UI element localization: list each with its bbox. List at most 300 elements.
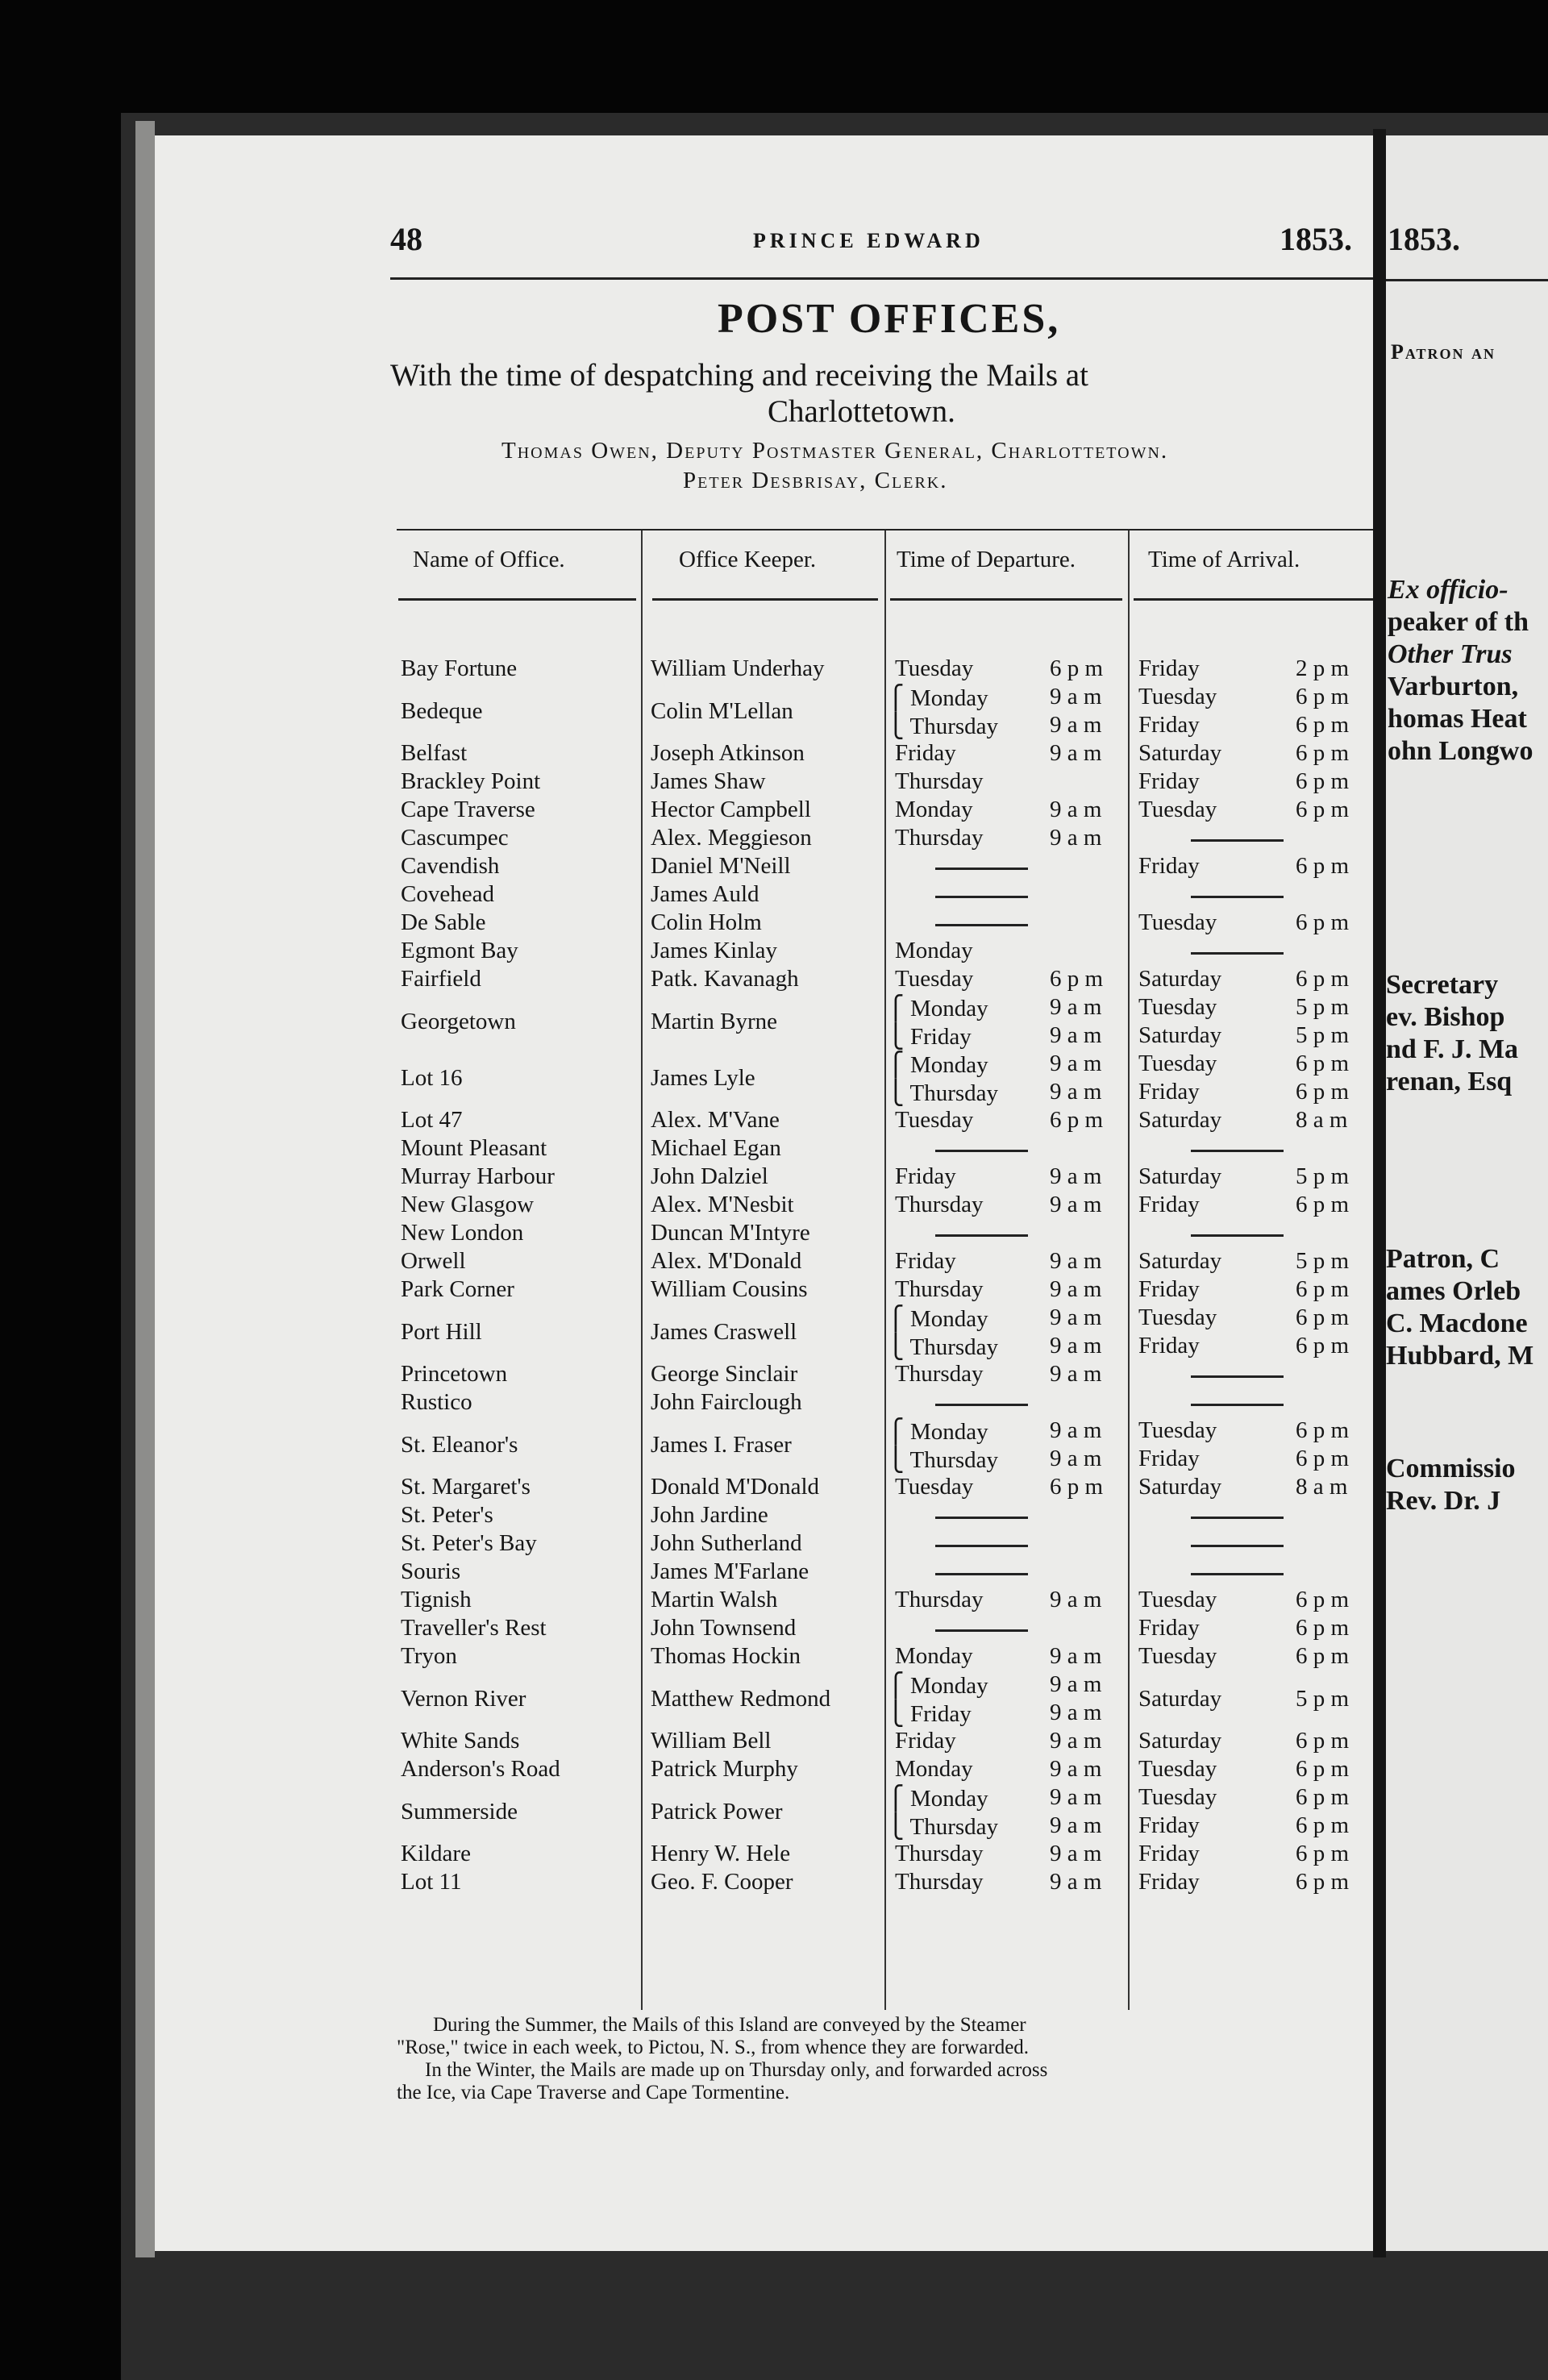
office-keeper: Duncan M'Intyre <box>651 1220 810 1246</box>
office-name: Covehead <box>401 881 494 907</box>
arrival-day: Friday <box>1138 1615 1200 1641</box>
table-row <box>155 851 1373 880</box>
office-name: Orwell <box>401 1248 466 1274</box>
arrival-day: Saturday <box>1138 1728 1222 1754</box>
departure-day: Friday <box>895 1163 956 1189</box>
arrival-day: Saturday <box>1138 1107 1222 1133</box>
arrival-day: Friday <box>1138 1446 1200 1471</box>
office-keeper: Hector Campbell <box>651 797 811 822</box>
footnote-line-3: In the Winter, the Mails are made up on Thursday only, and forwarded across <box>425 2059 1048 2081</box>
departure-time: 9 a m <box>1050 1784 1102 1810</box>
departure-day: Tuesday <box>895 1474 974 1500</box>
arrival-time: 6 p m <box>1296 1417 1350 1443</box>
departure-time: 9 a m <box>1050 1756 1102 1782</box>
departure-day: Friday <box>895 740 956 766</box>
page-edge <box>135 121 155 2257</box>
arrival-time: 8 a m <box>1296 1107 1348 1133</box>
arrival-day: Tuesday <box>1138 1784 1217 1810</box>
departure-dash <box>935 1517 1028 1519</box>
departure-day: Monday <box>895 938 973 963</box>
next-page-line: C. Macdone <box>1386 1309 1528 1338</box>
departure-day: ⎩ Friday <box>887 1701 972 1727</box>
departure-time: 9 a m <box>1050 994 1102 1020</box>
arrival-time: 6 p m <box>1296 1304 1350 1330</box>
office-keeper: William Underhay <box>651 655 825 681</box>
arrival-dash <box>1191 1375 1284 1378</box>
table-row <box>155 1275 1373 1303</box>
arrival-day: Friday <box>1138 1841 1200 1866</box>
departure-day: Thursday <box>895 1276 984 1302</box>
table-row <box>155 1754 1373 1783</box>
page-gutter <box>1373 129 1386 2257</box>
arrival-day: Saturday <box>1138 966 1222 992</box>
arrival-day: Tuesday <box>1138 797 1217 822</box>
office-name: Lot 16 <box>401 1064 463 1091</box>
arrival-day: Friday <box>1138 1812 1200 1838</box>
office-name: Kildare <box>401 1841 471 1866</box>
table-row <box>155 1500 1373 1529</box>
office-name: Bedeque <box>401 697 483 724</box>
arrival-day: Friday <box>1138 768 1200 794</box>
arrival-dash <box>1191 896 1284 898</box>
office-name: Cavendish <box>401 853 500 879</box>
office-keeper: Thomas Hockin <box>651 1643 801 1669</box>
arrival-time: 5 p m <box>1296 1685 1350 1712</box>
departure-time: 9 a m <box>1050 797 1102 822</box>
office-keeper: Alex. Meggieson <box>651 825 812 851</box>
table-row <box>155 1388 1373 1416</box>
office-name: St. Eleanor's <box>401 1431 518 1458</box>
table-row <box>155 1472 1373 1500</box>
next-page-line: Other Trus <box>1388 639 1513 669</box>
arrival-time: 6 p m <box>1296 1728 1350 1754</box>
departure-dash <box>935 1629 1028 1632</box>
office-name: De Sable <box>401 909 486 935</box>
arrival-time: 8 a m <box>1296 1474 1348 1500</box>
next-page-line: Secretary <box>1386 970 1499 1000</box>
office-keeper: James Shaw <box>651 768 766 794</box>
col-header-name: Name of Office. <box>413 547 565 572</box>
arrival-day: Tuesday <box>1138 994 1217 1020</box>
office-name: Fairfield <box>401 966 481 992</box>
departure-day: Tuesday <box>895 1107 974 1133</box>
office-name: Murray Harbour <box>401 1163 555 1189</box>
table-row <box>155 1162 1373 1190</box>
book-page <box>155 135 1373 2251</box>
next-page-line: homas Heat <box>1388 704 1527 734</box>
office-name: Belfast <box>401 740 468 766</box>
table-row <box>155 1726 1373 1754</box>
departure-time: 9 a m <box>1050 1417 1102 1443</box>
departure-dash <box>935 1545 1028 1547</box>
arrival-time: 6 p m <box>1296 1869 1350 1895</box>
departure-day: Tuesday <box>895 655 974 681</box>
arrival-time: 6 p m <box>1296 909 1350 935</box>
departure-time: 9 a m <box>1050 1333 1102 1359</box>
departure-time: 6 p m <box>1050 655 1104 681</box>
departure-day: ⎩ Friday <box>887 1024 972 1050</box>
departure-dash <box>935 868 1028 870</box>
departure-time: 9 a m <box>1050 1276 1102 1302</box>
header-rule <box>390 277 1373 280</box>
arrival-dash <box>1191 1150 1284 1152</box>
departure-time: 9 a m <box>1050 1051 1102 1076</box>
office-keeper: Donald M'Donald <box>651 1474 820 1500</box>
office-keeper: William Bell <box>651 1728 772 1754</box>
office-keeper: James Lyle <box>651 1064 755 1091</box>
arrival-day: Friday <box>1138 1276 1200 1302</box>
arrival-day: Saturday <box>1138 1685 1222 1712</box>
departure-time: 9 a m <box>1050 1700 1102 1725</box>
office-name: Bay Fortune <box>401 655 518 681</box>
table-row <box>155 1783 1373 1839</box>
office-keeper: Matthew Redmond <box>651 1685 831 1712</box>
departure-day: ⎩ Thursday <box>887 1447 999 1473</box>
next-page-line: nd F. J. Ma <box>1386 1034 1519 1064</box>
office-keeper: John Dalziel <box>651 1163 768 1189</box>
next-page-line: ev. Bishop <box>1386 1002 1505 1032</box>
table-row <box>155 682 1373 739</box>
arrival-day: Saturday <box>1138 1248 1222 1274</box>
table-row <box>155 964 1373 992</box>
table-row <box>155 1529 1373 1557</box>
departure-time: 9 a m <box>1050 1022 1102 1048</box>
departure-day: Thursday <box>895 825 984 851</box>
table-row <box>155 1359 1373 1388</box>
office-name: Port Hill <box>401 1318 482 1345</box>
table-row <box>155 1218 1373 1246</box>
col-rule-departure <box>890 598 1122 601</box>
office-keeper: John Jardine <box>651 1502 768 1528</box>
office-name: Princetown <box>401 1361 508 1387</box>
office-keeper: John Townsend <box>651 1615 797 1641</box>
arrival-time: 6 p m <box>1296 1643 1350 1669</box>
departure-day: Thursday <box>895 1587 984 1612</box>
next-page-line: renan, Esq <box>1386 1067 1513 1096</box>
table-row <box>155 908 1373 936</box>
table-row <box>155 1670 1373 1726</box>
departure-time: 9 a m <box>1050 1192 1102 1217</box>
office-keeper: James Craswell <box>651 1318 797 1345</box>
office-name: St. Peter's Bay <box>401 1530 537 1556</box>
table-row <box>155 936 1373 964</box>
footnote-line-4: the Ice, via Cape Traverse and Cape Tormentine. <box>397 2082 790 2103</box>
page-title: POST OFFICES, <box>718 296 1061 342</box>
arrival-day: Tuesday <box>1138 909 1217 935</box>
departure-time: 9 a m <box>1050 1587 1102 1612</box>
departure-day: ⎩ Thursday <box>887 1334 999 1360</box>
arrival-dash <box>1191 1234 1284 1237</box>
running-title: PRINCE EDWARD <box>753 229 984 252</box>
departure-day: Friday <box>895 1728 956 1754</box>
office-keeper: James M'Farlane <box>651 1558 809 1584</box>
departure-day: Monday <box>895 797 973 822</box>
departure-dash <box>935 896 1028 898</box>
arrival-day: Tuesday <box>1138 1417 1217 1443</box>
office-name: Summerside <box>401 1798 518 1825</box>
col-rule-keeper <box>652 598 878 601</box>
departure-day: ⎩ Thursday <box>887 714 999 739</box>
departure-day: Thursday <box>895 1841 984 1866</box>
arrival-time: 6 p m <box>1296 1784 1350 1810</box>
arrival-time: 5 p m <box>1296 1248 1350 1274</box>
office-keeper: James Auld <box>651 881 759 907</box>
arrival-day: Tuesday <box>1138 1051 1217 1076</box>
next-page-rule <box>1386 279 1548 281</box>
arrival-day: Tuesday <box>1138 1587 1217 1612</box>
arrival-time: 5 p m <box>1296 1163 1350 1189</box>
arrival-day: Friday <box>1138 1869 1200 1895</box>
departure-day: Thursday <box>895 1869 984 1895</box>
office-name: St. Margaret's <box>401 1474 531 1500</box>
departure-dash <box>935 1573 1028 1575</box>
arrival-time: 6 p m <box>1296 1841 1350 1866</box>
office-keeper: John Sutherland <box>651 1530 802 1556</box>
office-keeper: Henry W. Hele <box>651 1841 791 1866</box>
arrival-day: Tuesday <box>1138 1304 1217 1330</box>
next-page-header: Patron an <box>1391 340 1496 364</box>
departure-day: Tuesday <box>895 966 974 992</box>
departure-time: 9 a m <box>1050 1841 1102 1866</box>
next-page-line: Rev. Dr. J <box>1386 1486 1501 1516</box>
departure-time: 9 a m <box>1050 1163 1102 1189</box>
departure-time: 9 a m <box>1050 1671 1102 1697</box>
table-row <box>155 1190 1373 1218</box>
table-row <box>155 1613 1373 1641</box>
departure-time: 9 a m <box>1050 1361 1102 1387</box>
arrival-time: 6 p m <box>1296 853 1350 879</box>
office-name: Rustico <box>401 1389 472 1415</box>
arrival-day: Saturday <box>1138 1163 1222 1189</box>
col-rule-name <box>398 598 636 601</box>
departure-time: 9 a m <box>1050 740 1102 766</box>
arrival-time: 6 p m <box>1296 740 1350 766</box>
table-row <box>155 1557 1373 1585</box>
arrival-time: 6 p m <box>1296 1756 1350 1782</box>
departure-day: ⎧ Monday <box>887 1052 988 1078</box>
office-name: New Glasgow <box>401 1192 535 1217</box>
departure-time: 9 a m <box>1050 1869 1102 1895</box>
arrival-time: 6 p m <box>1296 1587 1350 1612</box>
office-keeper: Patrick Murphy <box>651 1756 798 1782</box>
arrival-time: 6 p m <box>1296 1333 1350 1359</box>
office-name: Vernon River <box>401 1685 526 1712</box>
office-keeper: Michael Egan <box>651 1135 781 1161</box>
office-keeper: John Fairclough <box>651 1389 802 1415</box>
header-year: 1853. <box>1280 221 1352 257</box>
departure-time: 6 p m <box>1050 1474 1104 1500</box>
arrival-time: 6 p m <box>1296 768 1350 794</box>
table-row <box>155 880 1373 908</box>
arrival-day: Saturday <box>1138 1022 1222 1048</box>
arrival-time: 6 p m <box>1296 1276 1350 1302</box>
office-name: Tignish <box>401 1587 472 1612</box>
officer-line-1: Thomas Owen, Deputy Postmaster General, Charlottetown. <box>501 438 1169 464</box>
office-name: Park Corner <box>401 1276 514 1302</box>
table-row <box>155 767 1373 795</box>
office-keeper: James Kinlay <box>651 938 778 963</box>
departure-day: ⎧ Monday <box>887 1306 988 1332</box>
departure-time: 9 a m <box>1050 1643 1102 1669</box>
office-name: Mount Pleasant <box>401 1135 547 1161</box>
office-name: Tryon <box>401 1643 457 1669</box>
next-page-line: Commissio <box>1386 1454 1516 1483</box>
departure-time: 9 a m <box>1050 825 1102 851</box>
departure-day: ⎩ Thursday <box>887 1080 999 1106</box>
arrival-day: Friday <box>1138 1079 1200 1105</box>
departure-time: 9 a m <box>1050 1728 1102 1754</box>
departure-dash <box>935 1404 1028 1406</box>
arrival-time: 6 p m <box>1296 1192 1350 1217</box>
arrival-day: Saturday <box>1138 740 1222 766</box>
arrival-time: 6 p m <box>1296 1615 1350 1641</box>
departure-time: 9 a m <box>1050 684 1102 709</box>
departure-day: ⎧ Monday <box>887 1786 988 1812</box>
office-keeper: Joseph Atkinson <box>651 740 805 766</box>
office-keeper: Colin M'Lellan <box>651 697 793 724</box>
departure-dash <box>935 1150 1028 1152</box>
office-name: Lot 47 <box>401 1107 463 1133</box>
col-header-keeper: Office Keeper. <box>679 547 817 572</box>
departure-time: 9 a m <box>1050 1446 1102 1471</box>
office-keeper: Martin Walsh <box>651 1587 778 1612</box>
table-row <box>155 1585 1373 1613</box>
footnote-line-2: "Rose," twice in each week, to Pictou, N. S., from whence they are forwarded. <box>397 2037 1030 2058</box>
arrival-day: Friday <box>1138 1192 1200 1217</box>
arrival-dash <box>1191 1545 1284 1547</box>
arrival-dash <box>1191 839 1284 842</box>
office-name: Georgetown <box>401 1008 516 1034</box>
next-page-line: Ex officio- <box>1388 575 1508 605</box>
page-number: 48 <box>390 221 422 257</box>
next-page-line: ohn Longwo <box>1388 736 1533 766</box>
departure-day: ⎧ Monday <box>887 1419 988 1445</box>
arrival-dash <box>1191 1517 1284 1519</box>
office-keeper: Daniel M'Neill <box>651 853 791 879</box>
departure-day: ⎩ Thursday <box>887 1814 999 1840</box>
departure-time: 9 a m <box>1050 712 1102 738</box>
office-name: Egmont Bay <box>401 938 518 963</box>
table-row <box>155 823 1373 851</box>
subtitle-line-1: With the time of despatching and receiving the Mails at <box>390 358 1088 393</box>
arrival-time: 6 p m <box>1296 1812 1350 1838</box>
office-keeper: Geo. F. Cooper <box>651 1869 793 1895</box>
office-name: Souris <box>401 1558 461 1584</box>
office-keeper: Colin Holm <box>651 909 762 935</box>
next-page-year: 1853. <box>1388 221 1460 257</box>
departure-dash <box>935 1234 1028 1237</box>
arrival-day: Friday <box>1138 853 1200 879</box>
arrival-time: 6 p m <box>1296 797 1350 822</box>
departure-time: 9 a m <box>1050 1079 1102 1105</box>
office-name: Cape Traverse <box>401 797 535 822</box>
departure-day: ⎧ Monday <box>887 996 988 1021</box>
table-row <box>155 992 1373 1049</box>
office-name: White Sands <box>401 1728 520 1754</box>
office-keeper: Alex. M'Vane <box>651 1107 780 1133</box>
office-keeper: Alex. M'Donald <box>651 1248 802 1274</box>
arrival-day: Friday <box>1138 1333 1200 1359</box>
table-row <box>155 654 1373 682</box>
table-row <box>155 1641 1373 1670</box>
arrival-day: Tuesday <box>1138 1643 1217 1669</box>
col-header-arrival: Time of Arrival. <box>1148 547 1300 572</box>
table-row <box>155 739 1373 767</box>
arrival-day: Tuesday <box>1138 684 1217 709</box>
departure-day: Friday <box>895 1248 956 1274</box>
table-row <box>155 1049 1373 1105</box>
arrival-time: 5 p m <box>1296 994 1350 1020</box>
departure-day: ⎧ Monday <box>887 1673 988 1699</box>
arrival-dash <box>1191 952 1284 955</box>
office-keeper: Alex. M'Nesbit <box>651 1192 794 1217</box>
office-keeper: Martin Byrne <box>651 1008 778 1034</box>
office-name: Lot 11 <box>401 1869 462 1895</box>
arrival-day: Friday <box>1138 712 1200 738</box>
table-row <box>155 1867 1373 1895</box>
departure-day: Thursday <box>895 1192 984 1217</box>
next-page-line: Patron, C <box>1386 1244 1500 1274</box>
office-name: Cascumpec <box>401 825 509 851</box>
arrival-day: Tuesday <box>1138 1756 1217 1782</box>
officer-line-2: Peter Desbrisay, Clerk. <box>683 468 948 493</box>
next-page-line: Hubbard, M <box>1386 1341 1534 1371</box>
arrival-time: 6 p m <box>1296 966 1350 992</box>
departure-time: 6 p m <box>1050 1107 1104 1133</box>
office-name: New London <box>401 1220 524 1246</box>
table-row <box>155 1839 1373 1867</box>
office-keeper: Patrick Power <box>651 1798 783 1825</box>
table-row <box>155 795 1373 823</box>
departure-day: Monday <box>895 1643 973 1669</box>
departure-day: Thursday <box>895 1361 984 1387</box>
arrival-day: Saturday <box>1138 1474 1222 1500</box>
table-row <box>155 1105 1373 1134</box>
office-keeper: William Cousins <box>651 1276 808 1302</box>
col-rule-arrival <box>1134 598 1373 601</box>
subtitle-line-2: Charlottetown. <box>768 394 955 429</box>
departure-day: ⎧ Monday <box>887 685 988 711</box>
office-name: St. Peter's <box>401 1502 493 1528</box>
office-keeper: George Sinclair <box>651 1361 798 1387</box>
departure-day: Monday <box>895 1756 973 1782</box>
departure-time: 6 p m <box>1050 966 1104 992</box>
arrival-day: Friday <box>1138 655 1200 681</box>
arrival-time: 6 p m <box>1296 712 1350 738</box>
arrival-time: 6 p m <box>1296 684 1350 709</box>
arrival-time: 2 p m <box>1296 655 1350 681</box>
footnote-line-1: During the Summer, the Mails of this Island are conveyed by the Steamer <box>433 2014 1026 2036</box>
next-page-fragment <box>1386 135 1548 2251</box>
next-page-line: peaker of th <box>1388 607 1529 637</box>
next-page-line: Varburton, <box>1388 672 1519 701</box>
next-page-line: ames Orleb <box>1386 1276 1521 1306</box>
departure-time: 9 a m <box>1050 1304 1102 1330</box>
table-row <box>155 1303 1373 1359</box>
arrival-time: 6 p m <box>1296 1446 1350 1471</box>
table-row <box>155 1416 1373 1472</box>
departure-time: 9 a m <box>1050 1812 1102 1838</box>
arrival-time: 6 p m <box>1296 1051 1350 1076</box>
table-row <box>155 1134 1373 1162</box>
arrival-time: 5 p m <box>1296 1022 1350 1048</box>
office-name: Brackley Point <box>401 768 541 794</box>
departure-time: 9 a m <box>1050 1248 1102 1274</box>
office-keeper: Patk. Kavanagh <box>651 966 799 992</box>
office-name: Anderson's Road <box>401 1756 560 1782</box>
arrival-dash <box>1191 1573 1284 1575</box>
departure-dash <box>935 924 1028 926</box>
